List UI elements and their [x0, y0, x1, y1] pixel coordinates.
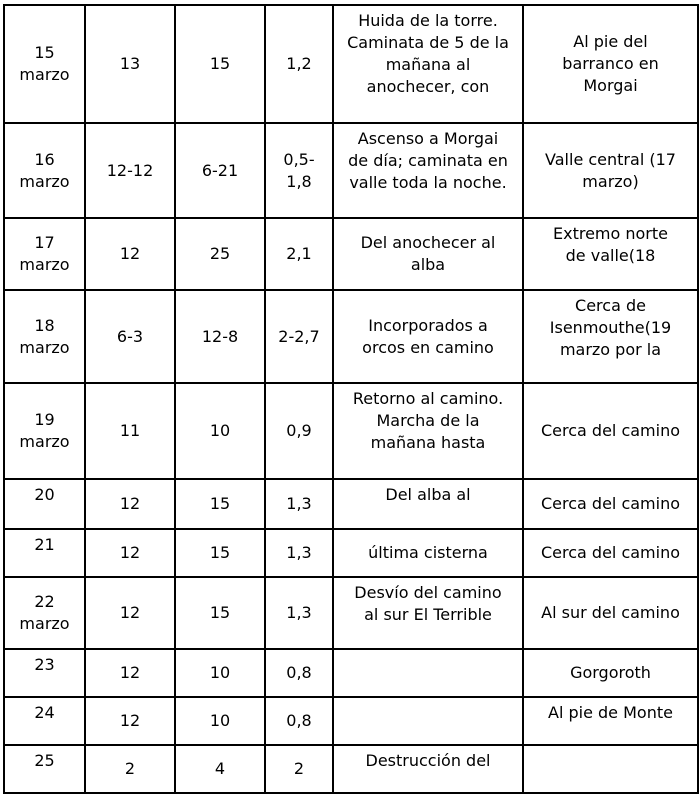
value-cell-3-text: 1,3 [286, 543, 312, 562]
date-cell [4, 745, 85, 793]
location-cell [523, 649, 698, 697]
date-cell-text: 22 marzo [19, 592, 70, 633]
value-cell-3-text: 1,2 [286, 54, 312, 73]
value-cell-2 [175, 697, 265, 745]
date-cell [4, 529, 85, 577]
value-cell-3 [265, 218, 333, 290]
value-cell-2 [175, 745, 265, 793]
value-cell-3 [265, 577, 333, 649]
location-cell-text: Cerca del camino [540, 543, 681, 562]
value-cell-2-text: 15 [209, 543, 231, 562]
value-cell-2-text: 25 [209, 244, 231, 263]
value-cell-1 [85, 529, 175, 577]
value-cell-3-text: 0,9 [286, 421, 312, 440]
date-cell [4, 383, 85, 479]
date-cell-text: 15 marzo [19, 43, 70, 84]
value-cell-2-text: 15 [209, 603, 231, 622]
location-cell [523, 290, 698, 383]
activity-cell [333, 5, 523, 123]
activity-cell-text: última cisterna [368, 543, 488, 562]
location-cell-text: Cerca del camino [540, 494, 681, 513]
location-cell [523, 383, 698, 479]
date-cell-text: 20 [34, 485, 55, 504]
value-cell-2-text: 10 [209, 421, 231, 440]
date-cell-text: 23 [34, 655, 55, 674]
value-cell-1-text: 12 [119, 244, 141, 263]
activity-cell-text: Del alba al [385, 485, 471, 504]
date-cell-text: 16 marzo [19, 149, 70, 191]
location-cell-text: Cerca de Isenmouthe(19 marzo por la [549, 296, 672, 359]
value-cell-3-text: 0,8 [286, 711, 312, 730]
value-cell-2-text: 10 [209, 711, 231, 730]
value-cell-3 [265, 383, 333, 479]
date-cell [4, 123, 85, 218]
value-cell-1 [85, 697, 175, 745]
value-cell-3 [265, 529, 333, 577]
location-cell-text: Valle central (17 marzo) [545, 149, 676, 191]
activity-cell [333, 649, 523, 697]
table-row [4, 577, 698, 649]
value-cell-2-text: 4 [214, 759, 226, 778]
value-cell-3-text: 2,1 [286, 244, 312, 263]
date-cell-text: 24 [34, 703, 55, 722]
date-cell [4, 218, 85, 290]
value-cell-1 [85, 290, 175, 383]
activity-cell [333, 290, 523, 383]
value-cell-3-text: 2 [293, 759, 305, 778]
itinerary-table [3, 4, 699, 794]
value-cell-2 [175, 218, 265, 290]
location-cell [523, 577, 698, 649]
location-cell [523, 218, 698, 290]
value-cell-1 [85, 5, 175, 123]
value-cell-2-text: 10 [209, 663, 231, 682]
date-cell-text: 18 marzo [19, 315, 70, 357]
location-cell-text: Cerca del camino [540, 421, 681, 440]
activity-cell [333, 479, 523, 529]
value-cell-1 [85, 123, 175, 218]
date-cell-text: 21 [34, 535, 55, 554]
value-cell-1-text: 12 [119, 711, 141, 730]
activity-cell-text: Huida de la torre. Caminata de 5 de la mañana al anochecer, con [347, 11, 509, 96]
date-cell-text: 17 marzo [19, 233, 70, 274]
value-cell-3 [265, 697, 333, 745]
activity-cell-text: Del anochecer al alba [360, 233, 496, 274]
value-cell-3 [265, 649, 333, 697]
value-cell-1 [85, 479, 175, 529]
activity-cell [333, 529, 523, 577]
value-cell-3 [265, 745, 333, 793]
value-cell-3-text: 1,3 [286, 494, 312, 513]
value-cell-1 [85, 218, 175, 290]
table-row [4, 383, 698, 479]
date-cell-text: 25 [34, 751, 55, 770]
table-row [4, 649, 698, 697]
location-cell [523, 123, 698, 218]
value-cell-1-text: 11 [119, 421, 141, 440]
location-cell-text: Extremo norte de valle(18 [552, 224, 668, 265]
value-cell-1-text: 12-12 [106, 160, 154, 180]
date-cell-text: 19 marzo [19, 410, 70, 451]
date-cell [4, 649, 85, 697]
value-cell-1-text: 2 [124, 759, 136, 778]
table-row [4, 5, 698, 123]
table-row [4, 290, 698, 383]
activity-cell-text: Ascenso a Morgai de día; caminata en valle toda la noche. [348, 129, 508, 192]
activity-cell [333, 697, 523, 745]
date-cell [4, 697, 85, 745]
value-cell-2 [175, 123, 265, 218]
location-cell-text: Al pie de Monte [548, 703, 673, 722]
value-cell-2 [175, 479, 265, 529]
value-cell-3-text: 0,8 [286, 663, 312, 682]
value-cell-2-text: 12-8 [201, 326, 239, 346]
value-cell-1 [85, 745, 175, 793]
table-row [4, 218, 698, 290]
value-cell-2 [175, 290, 265, 383]
value-cell-3-text: 2-2,7 [278, 326, 320, 346]
location-cell [523, 529, 698, 577]
value-cell-2 [175, 383, 265, 479]
location-cell-text: Gorgoroth [570, 663, 651, 682]
value-cell-1-text: 6-3 [116, 326, 144, 346]
value-cell-3 [265, 5, 333, 123]
value-cell-3 [265, 123, 333, 218]
activity-cell [333, 123, 523, 218]
value-cell-2-text: 15 [209, 494, 231, 513]
value-cell-1-text: 12 [119, 663, 141, 682]
value-cell-2 [175, 577, 265, 649]
value-cell-1 [85, 577, 175, 649]
location-cell [523, 479, 698, 529]
location-cell [523, 5, 698, 123]
value-cell-3-text: 0,5- 1,8 [283, 149, 315, 191]
value-cell-2 [175, 649, 265, 697]
value-cell-1 [85, 649, 175, 697]
activity-cell-text: Destrucción del [365, 751, 491, 770]
value-cell-2 [175, 5, 265, 123]
location-cell [523, 697, 698, 745]
value-cell-1-text: 12 [119, 543, 141, 562]
table-row [4, 697, 698, 745]
value-cell-1-text: 13 [119, 54, 141, 73]
value-cell-3 [265, 290, 333, 383]
value-cell-3-text: 1,3 [286, 603, 312, 622]
location-cell-text: Al pie del barranco en Morgai [562, 32, 659, 95]
activity-cell-text: Retorno al camino. Marcha de la mañana hasta [352, 389, 504, 452]
activity-cell-text: Desvío del camino al sur El Terrible [354, 583, 502, 624]
table-row [4, 745, 698, 793]
table-row [4, 123, 698, 218]
date-cell [4, 577, 85, 649]
value-cell-1 [85, 383, 175, 479]
activity-cell [333, 383, 523, 479]
value-cell-2 [175, 529, 265, 577]
table-row [4, 529, 698, 577]
value-cell-3 [265, 479, 333, 529]
value-cell-2-text: 15 [209, 54, 231, 73]
value-cell-1-text: 12 [119, 494, 141, 513]
date-cell [4, 290, 85, 383]
activity-cell [333, 218, 523, 290]
location-cell-text: Al sur del camino [541, 603, 680, 622]
date-cell [4, 5, 85, 123]
value-cell-1-text: 12 [119, 603, 141, 622]
date-cell [4, 479, 85, 529]
activity-cell [333, 745, 523, 793]
table-row [4, 479, 698, 529]
activity-cell [333, 577, 523, 649]
location-cell [523, 745, 698, 793]
value-cell-2-text: 6-21 [201, 160, 239, 180]
activity-cell-text: Incorporados a orcos en camino [362, 315, 494, 357]
